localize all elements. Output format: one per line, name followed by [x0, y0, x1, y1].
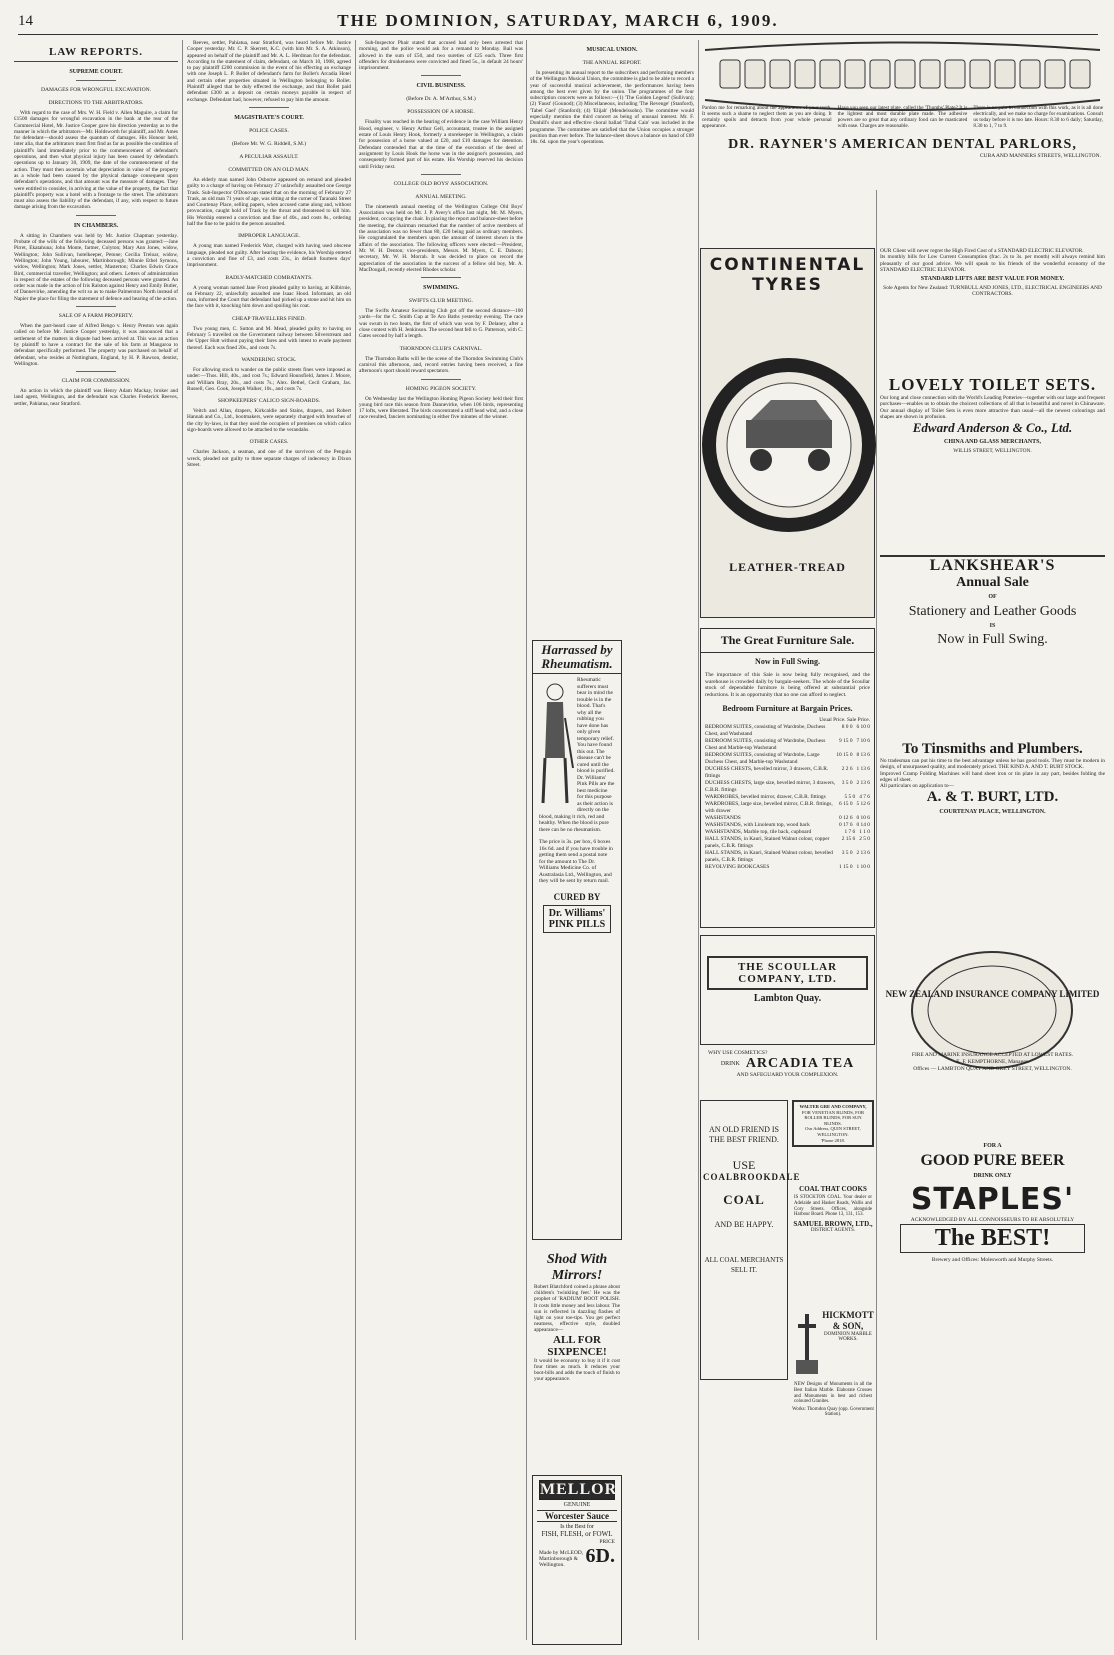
row-item: DUCHESS CHESTS, bevelled mirror, 3 drawers, C.B.R. fittings	[705, 766, 829, 780]
column-rule	[876, 40, 877, 1640]
article-text: Charles Jackson, a seaman, and one of the survivors of the Penguin wreck, pleaded not guilty to three separate charges of indecency in Dixon Street.	[187, 449, 351, 468]
ad-boot-polish	[532, 1250, 622, 1470]
row-usual-price: 5 5 0	[844, 794, 856, 801]
article-subheading: ANNUAL MEETING.	[415, 193, 467, 200]
ad-title: LANKSHEAR'S	[880, 555, 1105, 575]
row-item: WARDROBES, large size, bevelled mirror, C.B.R. fittings, with drawer	[705, 801, 833, 815]
ad-agents: Sole Agents for New Zealand: TURNBULL AND JONES, LTD., ELECTRICAL ENGINEERS AND CONTRACTORS.	[883, 285, 1102, 298]
article-text: A sitting in Chambers was held by Mr. Justice Chapman yesterday. Probate of the wills of the following deceased persons was granted:—Jane Pirret, Ekatahuna; John Monte, farmer, Colyton; Mary Ann Jones, widow, Wellington; John Sullivan, hotelkeeper, Petone; Cecilia Treloar, widow, Wellington; John Young, labourer, Martinborough; Minnie Ethel Symons, widow, Wellington; Mark Jones, settler, Masterton; Charles Edwin Grace Bird, commercial traveller, Wellington; and others. Letters of administration in respect of the estates of the following deceased persons were granted. An order was made in the action of Iris Ralston against Henry and Emily Butler, of Dannevirke, amending the writ so as to make Palmerston North instead of Napier the place for filing the statement of defence and hearing of the action.	[14, 232, 178, 302]
row-sale-price: 5 12 6	[856, 801, 870, 808]
ad-body: The importance of this Sale is now being fully recognised, and the warehouse is crowded daily by bargain-seekers. The whole of the Scoullar stock of dependable furniture is being offered at substantial price reductions. It is an opportunity that no one can afford to neglect.	[705, 672, 870, 698]
man-illustration	[535, 678, 575, 808]
ad-title: HICKMOTT & SON,	[822, 1310, 874, 1331]
pink-pills-logo: Dr. Williams' PINK PILLS	[543, 905, 611, 933]
ad-apply: All particulars on application to—	[880, 783, 954, 790]
article-subheading: THE ANNUAL REPORT.	[582, 60, 642, 66]
monument-illustration	[792, 1310, 822, 1380]
ad-standard-elevator	[880, 248, 1105, 368]
row-item: HALL STANDS, in Kauri, Stained Walnut colour, copper panels, C.B.R. fittings	[705, 836, 830, 850]
ad-nz-insurance	[880, 945, 1105, 1135]
article-text: Veitch and Allan, drapers, Kirkcaldie and Stains, drapers, and Robert Hannah and Co., Ltd., bootmakers, were separately charged with breaches of the city by-laws, in that they used the occupiers of premises on which calico sign-boards were allowed to be attached to the verandahs.	[187, 408, 351, 433]
ad-line: AN OLD FRIEND IS THE BEST FRIEND.	[709, 1125, 779, 1144]
ad-annual: Annual Sale	[956, 575, 1029, 590]
ad-firm: Edward Anderson & Co., Ltd.	[912, 420, 1073, 436]
ad-body: Our long and close connection with the World's Leading Potteries—together with our large and frequent purchases—enables us to obtain the choicest collections of all that is beautiful and novel in Chinaware. Our annual display of Toilet Sets is even more attractive than usual—all the newest colourings and shapes are shown in profusion.	[880, 395, 1105, 420]
ad-title: MELLOR'S	[540, 1481, 633, 1498]
article-heading: IMPROPER LANGUAGE.	[238, 233, 300, 240]
ad-happy: AND BE HAPPY.	[714, 1220, 774, 1229]
price-value: 6D.	[585, 1545, 615, 1567]
article-heading: CLAIM FOR COMMISSION.	[61, 378, 131, 385]
article-heading: POSSESSION OF A HORSE.	[407, 109, 475, 116]
ad-coalbrookdale	[700, 1100, 801, 1380]
ad-title: CONTINENTAL TYRES	[709, 255, 866, 295]
ad-tagline: LEATHER-TREAD	[729, 560, 846, 574]
ad-body: It would be economy to buy it if it cost four times as much. It reduces your boot-bills and adds the touch of finish to your appearance.	[534, 1357, 620, 1383]
article-text: Sub-Inspector Phair stated that accused had only been arrested that morning, and the police would ask for a remand to Monday. Bail was allowed in the sum of £50, and two sureties of £25 each. Three first offenders for drunkenness were convicted and fined 5s., in default 24 hours' imprisonment.	[359, 40, 523, 72]
col-usual-price: Usual Price.	[819, 717, 846, 724]
column-musical-union	[530, 40, 694, 620]
ad-address: COURTENAY PLACE, WELLINGTON.	[939, 809, 1046, 816]
ad-body: Robert Blatchford coined a phrase about children's 'twinkling feet.' He was the prophet of 'RADIUM' BOOT POLISH. It costs little money and less labour. The sun is reflected in dazzling flashes of light on your toe-tips. You get perfect neatness, effective style, doubled appearance—	[534, 1284, 620, 1334]
article-text: On Wednesday last the Wellington Homing Pigeon Society held their first young bird race this season from Dannevirke, when 106 birds, representing 17 lofts, were liberated. The birds concentrated a stiff head wind, and a close race resulted, fanciers nominating in either five minutes of the winner.	[359, 395, 523, 421]
ad-best: The BEST!	[900, 1224, 1085, 1253]
ad-scoullar	[700, 935, 875, 1045]
article-text: With regard to the case of Mrs. W. H. Field v. Allen Maguire, a claim for £1500 damages for wrongful excavation in the bank at the rear of the Commercial Hotel, Mr. Justice Cooper gave his direction yesterday as to the manner in which the arbitrators—Mr. Holdsworth for plaintiff, and Mr. Ames for defendant—should assess the quantum of damages. His Honour held, inter alia, that the arbitrators must first find as far as possible the condition of plaintiff's land immediately prior to the commencement of defendant's operations, and then what physical injury has been caused by defendant's operations up to January 30, 1909, the date of the commencement of the action. They must then ascertain what depreciation in value of the property as a whole had been caused by the physical damage consequent upon defendant's operations, and that amount was the measure of damages. They were entitled to consider, in arriving at the value of the property, the fact that plaintiff's property was a hotel with a frontage to the street. The arbitrators must also assess the liability of the defendant, if any, with respect to future damage arising from the excavation.	[14, 110, 178, 211]
ad-title: To Tinsmiths and Plumbers.	[902, 741, 1083, 757]
article-heading: IN CHAMBERS.	[73, 222, 119, 229]
ad-title: LOVELY TOILET SETS.	[888, 375, 1097, 394]
price-table-row	[705, 822, 870, 829]
price-table-row	[705, 864, 870, 871]
price-table	[701, 717, 874, 871]
price-table-row	[705, 850, 870, 864]
article-heading: POLICE CASES.	[249, 127, 289, 134]
article-text: When the part-heard case of Alfred Bengo v. Henry Preston was again called on before Mr. Justice Cooper yesterday, it was announced that a settlement of the matters in dispute had been arrived at. This was an action by plaintiff to have a contract for the sale of his farm at Mangaroa to defendant specifically performed. The property was purchased on behalf of defendant, who resides at Nottingham, England, by H. P. Rawson, dentist, Wellington.	[14, 323, 178, 367]
article-text: The Thorndon Baths will be the scene of the Thorndon Swimming Club's carnival this afternoon, and, record entries having been received, a fine afternoon's sport should reward spectators.	[359, 355, 523, 375]
article-subheading: DIRECTIONS TO THE ARBITRATORS.	[48, 100, 144, 106]
ad-worcester-sauce	[532, 1475, 633, 1645]
ad-arcadia-tea	[700, 1050, 875, 1090]
court-heading: CIVIL BUSINESS.	[416, 83, 466, 90]
price-table-row	[705, 780, 870, 794]
row-usual-price: 2 15 6	[841, 836, 856, 843]
court-heading: SUPREME COURT.	[69, 69, 123, 75]
row-sale-price: 1 13 6	[856, 766, 870, 773]
article-text: An action in which the plaintiff was Henry Adam Mackay, broker and land agent, Wellington, and the defendant was Charles Frederick Reeves, settler, Pahiatua, near Stratford.	[14, 388, 178, 407]
row-sale-price: 2 13 6	[856, 780, 870, 787]
ad-merchants: ALL COAL MERCHANTS SELL IT.	[704, 1256, 784, 1274]
ad-furniture-sale	[700, 628, 875, 928]
ad-subtitle: DOMINION MARBLE WORKS.	[824, 1332, 872, 1342]
price-table-row	[705, 724, 870, 738]
court-heading: MAGISTRATE'S COURT.	[234, 114, 304, 121]
ad-body: Its monthly bills for Low Current Consumption (frac. 2s to 3s. per month) will always remind him pleasantly of our good advice. We will speak to his friends of the wonderful economy of the STANDARD ELECTRIC ELEVATOR.	[880, 254, 1105, 273]
price-table-row	[705, 738, 870, 752]
row-item: WASHSTANDS	[705, 815, 741, 822]
price-table-row	[705, 801, 870, 815]
ad-drink: DRINK ONLY	[973, 1173, 1012, 1179]
ad-is: IS	[989, 623, 996, 629]
article-text: In presenting its annual report to the subscribers and performing members of the Wellington Musical Union, the committee is glad to be able to record a year of successful musical achievement, the performances having been among the best ever given by the union. The programmes of the four subscription concerts were as follows:—(1) 'The Golden Legend' (Sullivan); (2) 'Faust' (Gounod); (3) Miscellaneous, including 'The Revenge' (Stanford), 'Tabel Gael' (Stanford); (4) 'Elijah' (Mendelssohn). The committee would especially mention the third concert as being of unusual interest. Mr. F. Dunhill's short and effective choral ballad 'Tubal Cain' was included in the programme. The committee are satisfied that the Union occupies a stronger position than ever before. The balance-sheet shows a balance on hand of £69 18s. 6d. upon the year's operations.	[530, 70, 694, 146]
row-item: BEDROOM SUITES, consisting of Wardrobe, Duchess Chest and Marble-top Washstand	[705, 738, 826, 752]
ad-product: Worcester Sauce	[537, 1510, 617, 1522]
price-label: PRICE	[599, 1539, 615, 1545]
article-heading: SWIFTS CLUB MEETING.	[408, 298, 474, 305]
column-law-reports	[14, 40, 178, 1645]
row-usual-price: 6 15 0	[839, 801, 853, 808]
dental-address: CUBA AND MANNERS STREETS, WELLINGTON.	[979, 153, 1101, 159]
ad-body: Rheumatic sufferers must bear in mind the trouble is in the blood. That's why all the rubbing you have done has only given temporary relief. You have found this out. The disease can't be cured until the blood is purified. Dr. Williams' Pink Pills are the best medicine for this purpose as their action is directly on the blood, making it rich, red and healthy. When the blood is pure there can be no rheumatism.	[539, 677, 615, 833]
column-rule	[526, 40, 527, 1640]
ad-firm: SAMUEL BROWN, LTD.,	[793, 1220, 873, 1229]
insurance-badge-text: NEW ZEALAND INSURANCE COMPANY LIMITED	[885, 989, 1100, 999]
article-heading: HOMING PIGEON SOCIETY.	[405, 385, 477, 392]
tyre-car-illustration	[701, 295, 876, 595]
article-heading: COLLEGE OLD BOYS' ASSOCIATION.	[393, 180, 489, 187]
row-usual-price: 10 15 0	[836, 752, 853, 759]
ad-use: USE	[732, 1158, 756, 1172]
ad-address: Works: Thorndon Quay (opp. Government Station).	[792, 1407, 874, 1418]
ad-items: FISH, FLESH, or FOWL	[541, 1530, 613, 1538]
row-item: WARDROBES, bevelled mirror, drawer, C.B.R. fittings	[705, 794, 826, 801]
ad-body: Improved Cramp Folding Machines will hand sheet iron or tin plate in any part, besides folding the edges of sheet.	[880, 770, 1105, 783]
ad-title: COAL THAT COOKS	[799, 1185, 867, 1193]
article-heading: OTHER CASES.	[249, 439, 289, 446]
ad-address: WILLIS STREET, WELLINGTON.	[953, 448, 1032, 455]
row-usual-price: 1 7 6	[844, 829, 856, 836]
ad-why: WHY USE COSMETICS?	[708, 1050, 768, 1056]
ad-title: The Great Furniture Sale.	[701, 629, 874, 653]
ad-ack: ACKNOWLEDGED BY ALL CONNOISSEURS TO BE ABSOLUTELY	[910, 1217, 1075, 1223]
article-heading: SALE OF A FARM PROPERTY.	[58, 313, 134, 320]
row-item: DUCHESS CHESTS, large size, bevelled mirror, 3 drawers, C.B.R. fittings	[705, 780, 836, 794]
ad-foot: STANDARD LIFTS ARE BEST VALUE FOR MONEY.	[920, 276, 1065, 283]
ad-body: No tradesman can put his time to the best advantage unless he has good tools. They must be modern in design, of unsurpassed quality, and moderately priced. THE KIND A. AND T. BURT STOCK.	[880, 758, 1105, 771]
ad-subtitle: Now in Full Swing.	[755, 657, 820, 666]
row-item: REVOLVING BOOKCASES	[705, 864, 770, 871]
article-text: Two young men, C. Sutton and M. Mead, pleaded guilty to having on February 5 travelled on the Government railway between Silverstream and the Upper Hutt without paying their fares and with intent to evade payment thereof. Each was fined 20s., and costs 7s.	[187, 325, 351, 351]
ad-tinsmiths	[880, 740, 1105, 940]
ad-coal-that-cooks	[792, 1185, 874, 1305]
ad-firm: A. & T. BURT, LTD.	[926, 789, 1059, 806]
row-item: BEDROOM SUITES, consisting of Wardrobe, Duchess Chest, and Washstand	[705, 724, 826, 738]
price-table-row	[705, 752, 870, 766]
ad-phone: 'Phone 2818.	[821, 1137, 845, 1143]
company-name: THE SCOULLAR COMPANY, LTD.	[707, 956, 868, 990]
article-heading: DAMAGES FOR WRONGFUL EXCAVATION.	[40, 87, 152, 93]
ad-subheading: Bedroom Furniture at Bargain Prices.	[722, 704, 853, 714]
ad-maker: Made by McLEOD, Martinborough & Wellington.	[539, 1550, 584, 1568]
ad-body: FOR VENETIAN BLINDS, FOR ROLLER BLINDS, FOR SUN BLINDS.	[801, 1109, 865, 1126]
ad-body: NEW Designs of Monuments in all the Best Italian Marble. Elaborate Crosses and Monuments in best and richest coloured Granites.	[794, 1382, 872, 1405]
ad-rheumatism	[532, 640, 622, 1240]
masthead	[18, 8, 1098, 35]
article-text: A young man named Frederick Wart, charged with having used obscene language, pleaded not guilty. After hearing the evidence, his Worship entered a conviction and fine of £3, and costs 23s., in default fourteen days' imprisonment.	[187, 243, 351, 269]
ad-firm-sub: CHINA AND GLASS MERCHANTS,	[943, 439, 1042, 446]
row-usual-price: 0 17 6	[839, 822, 853, 829]
dental-blurb: Pardon me for remarking about the appearance of your teeth. It seems such a shame to neglect them as you are doing. It certainly spoils and detracts from your whole personal appearance.	[702, 105, 832, 129]
ad-foot: Brewery and Offices: Molesworth and Murphy Streets.	[931, 1257, 1054, 1263]
ad-staples-beer	[880, 1140, 1105, 1645]
ad-body: FIRE AND MARINE INSURANCE ACCEPTED AT LOWEST RATES.	[911, 1052, 1074, 1058]
ad-offices: Offices — LAMBTON QUAY AND GREY STREET, WELLINGTON.	[913, 1066, 1072, 1072]
row-item: WASHSTANDS, Marble top, tile back, cupboard	[705, 829, 812, 836]
row-item: BEDROOM SUITES, consisting of Wardrobe, Large Duchess Chest, and Marble-top Washstand	[705, 752, 820, 766]
column-rule	[182, 40, 183, 1640]
row-usual-price: 9 15 0	[839, 738, 853, 745]
ad-dental-parlors	[700, 40, 1105, 240]
section-heading: SWIMMING.	[423, 285, 459, 292]
row-sale-price: 1 1 0	[859, 829, 870, 836]
col-sale-price: Sale Price.	[846, 717, 870, 724]
ad-drink: DRINK	[720, 1061, 740, 1067]
article-subheading: (Before Dr. A. M'Arthur, S.M.)	[406, 96, 476, 103]
dental-blurb: There is no pain in connection with this work, as it is all done electrically, and we make no charge for examinations. Consult us today before it is too late. Hours: 8.30 to 6 daily; Saturday, 8.30 to 1, 7 to 9.	[973, 105, 1104, 129]
row-sale-price: 0 10 6	[856, 815, 870, 822]
ad-of: OF	[988, 594, 997, 600]
dental-blurb: Have you seen our latest plate, called the 'Thumbs' Plate? It is the lightest and most durable plate made. The adhesive powers are so great that any ordinary food can be masticated with ease. Charges are reasonable.	[837, 105, 968, 129]
ad-stationery: Stationery and Leather Goods	[908, 604, 1077, 619]
ad-lankshear	[880, 555, 1105, 735]
ad-toilet-sets	[880, 375, 1105, 550]
article-subheading: (Before Mr. W. G. Riddell, S.M.)	[231, 140, 307, 147]
article-heading: MUSICAL UNION.	[586, 47, 638, 53]
article-text: A young woman named Jane Frost pleaded guilty to having, at Kilbirnie, on February 22, unlawfully assaulted one Isaac Hood. Informant, an old man, informed the Court that defendant had picked up a stone and hit him on the face with it, knocking him down and spoiling his coat.	[187, 284, 351, 310]
row-sale-price: 8 13 6	[856, 752, 870, 759]
ad-continental-tyres	[700, 248, 875, 618]
article-subheading: COMMITTED ON AN OLD MAN.	[228, 166, 310, 173]
ad-price-text: The price is 3s. per box, 6 boxes 16s 6d. and if you have trouble in getting them send a postal note for the amount to The Dr. Williams Medicine Co. of Australasia Ltd., Wellington, and they will be sent by return mail.	[539, 839, 613, 884]
article-text: Reeves, settler, Pahiatua, near Stratford, was heard before Mr. Justice Cooper yesterday. Mr. C. P. Skerrett, K.C. (with him Mr. S. A. Atkinson), appeared on behalf of the plaintiff and Mr. A. L. Herdman for the defendant. According to the statement of claim, defendant, on March 10, 1908, agreed to pay plaintiff £200 commission in the event of his effecting an exchange with one Joseph L. P. Bollet of defendant's farm for Bollet's Arcadia Hotel and certain other properties situated in Wellington belonging to Bollet. Plaintiff alleged that he duly effected the exchange, and that Bollet paid defendant £300 as a deposit on certain moneys payable in respect of exchange. Defendant had, however, refused to pay him the amount.	[187, 40, 351, 103]
article-heading: THORNDON CLUB'S CARNIVAL.	[399, 345, 483, 352]
dental-banner: DR. RAYNER'S AMERICAN DENTAL PARLORS,	[728, 137, 1077, 152]
row-sale-price: 0 14 0	[856, 822, 870, 829]
ad-title: ARCADIA TEA	[745, 1056, 855, 1071]
article-heading: SHOPKEEPERS' CALICO SIGN-BOARDS.	[217, 398, 321, 405]
price-table-row	[705, 829, 870, 836]
ad-head: OUR Client will never regret the High Fired Cost of a STANDARD ELECTRIC ELEVATOR.	[880, 248, 1084, 254]
column-courts	[187, 40, 351, 1645]
row-usual-price: 2 2 6	[841, 766, 853, 773]
column-rule	[698, 40, 699, 1640]
article-heading: BADLY-MATCHED COMBATANTS.	[225, 274, 313, 281]
row-usual-price: 3 5 0	[841, 780, 853, 787]
row-usual-price: 8 0 0	[841, 724, 853, 731]
article-heading: CHEAP TRAVELLERS FINED.	[232, 315, 306, 322]
price-table-row	[705, 766, 870, 780]
newspaper-title: THE DOMINION, SATURDAY, MARCH 6, 1909.	[337, 11, 779, 30]
row-sale-price: 7 10 6	[856, 738, 870, 745]
ad-best-for: Is the Best for	[560, 1524, 594, 1530]
row-usual-price: 0 12 6	[839, 815, 853, 822]
ad-body: IS STOCKTON COAL. Your dealer or Adelaide and Hasket Roads, Wallis and Cory Streets. Offices, alongside Harbour Board. Phone 13, 131, 153.	[794, 1195, 872, 1218]
ad-genuine: GENUINE	[563, 1502, 591, 1508]
row-item: WASHSTANDS, with Linoleum top, wood back	[705, 822, 810, 829]
column-civil	[359, 40, 523, 1645]
ad-address: Our Address, QUIN STREET, WELLINGTON.	[805, 1126, 861, 1137]
section-title: LAW REPORTS.	[14, 46, 178, 62]
ad-now: Now in Full Swing.	[937, 632, 1048, 647]
ad-title: WALTER GRE AND COMPANY,	[799, 1104, 867, 1109]
price-table-row	[705, 815, 870, 822]
company-location: Lambton Quay.	[753, 993, 822, 1004]
price-table-row	[705, 836, 870, 850]
ad-price: ALL FOR SIXPENCE!	[547, 1333, 607, 1358]
ad-walter-gre	[792, 1100, 874, 1180]
article-heading: A PECULIAR ASSAULT.	[239, 153, 299, 160]
article-text: The Swifts Amateur Swimming Club got off the second distance—100 yards—for the C. Smith Cup at Te Aro Baths yesterday evening. The race was swum in two heats, the first of which was won by F. Delaney, after a close contest with H. Jenkinson. The second heat fell to G. Patterson, with C. Gates second by half a length.	[359, 308, 523, 340]
article-text: The nineteenth annual meeting of the Wellington College Old Boys' Association was held on Mr. J. P. Avery's office last night, Mr. M. Myers, president, occupying the chair. In placing the report and balance-sheet before the meeting, the chairman remarked that the number of active members of the association was no fewer than 80, £20 being paid as ordinary members. He congratulated the members upon the amount of interest shown in the affairs of the association. The following officers were elected:—President, Mr. W. H. Denton; vice-presidents, Messrs. M. Myers, C. E. Dabson; secretary, Mr. W. H. Morrah. It was decided to place on record the appreciation of the association in the success of a fellow old boy, Mr. A. MacDougall, recently elected Rhodes scholar.	[359, 203, 523, 273]
row-sale-price: 1 10 0	[856, 864, 870, 871]
row-sale-price: 2 5 0	[859, 836, 870, 843]
ad-hickmott	[792, 1310, 874, 1490]
page-number: 14	[18, 12, 33, 29]
ad-manager: E. F. KEMPTHORNE, Manager.	[956, 1059, 1029, 1065]
article-text: Finality was reached in the hearing of evidence in the case William Henry Hood, engineer, v. Henry Arthur Gell, accountant, trustee in the assigned estate of Louis Henry Hook, formerly a storekeeper in Wellington, a claim for possession of a horse valued at £20, and £10 damages for detention. Defendant contended that at the time of the execution of the deed of assignment by Louis Hook the horse was in the assignor's possession, and consequently formed part of his estate. His Worship reserved his decision until Friday next.	[359, 119, 523, 170]
ad-subtitle: AND SAFEGUARD YOUR COMPLEXION.	[736, 1072, 839, 1078]
column-rule	[355, 40, 356, 1640]
ad-agents: DISTRICT AGENTS.	[810, 1228, 856, 1234]
ad-brand: STAPLES'	[910, 1182, 1075, 1217]
ad-good-beer: GOOD PURE BEER	[920, 1152, 1065, 1169]
row-usual-price: 1 15 0	[839, 864, 853, 871]
row-item: HALL STANDS, in Kauri, Stained Walnut colour, bevelled panels, C.B.R. fittings	[705, 850, 833, 864]
row-sale-price: 2 13 6	[856, 850, 870, 857]
ad-title: Shod With Mirrors!	[546, 1252, 608, 1283]
ad-fora: FOR A	[983, 1143, 1002, 1149]
row-usual-price: 3 5 0	[841, 850, 853, 857]
article-text: For allowing stock to wander on the public streets fines were imposed as under:—Thos. Hill, 40s., and cost 7s.; Edward Hounsfield, James J. Moore, and William Bray, 20s., and costs 7s.; Alex. Bethel, Cecil Graham, Jas. Russell, Geo. Cook, Joseph Walker, 10s., and costs 7s.	[187, 366, 351, 392]
row-sale-price: 6 10 0	[856, 724, 870, 731]
ad-title: Harrassed by Rheumatism.	[533, 641, 621, 674]
ad-coal: COAL	[723, 1192, 765, 1207]
row-sale-price: 4 7 6	[859, 794, 870, 801]
ad-brand: COALBROOKDALE	[703, 1172, 801, 1182]
article-text: An elderly man named John Osborne appeared on remand and pleaded guilty to a charge of having on February 27 unlawfully assaulted one George Trask. Sub-Inspector O'Donovan stated that on the morning of February 27 Trask, an old man 71 years of age, was sitting at the corner of Taranaki Street and Courtenay Place, selling papers, when accused came along and, without provocation, caught hold of Trask by the throat and threatened to kill him. His Worship entered a conviction and fine of 40s., and costs 8s., ordering half the fine to be paid to the person assaulted.	[187, 176, 351, 228]
article-heading: WANDERING STOCK.	[241, 356, 297, 363]
ad-cured: CURED BY	[553, 891, 601, 902]
